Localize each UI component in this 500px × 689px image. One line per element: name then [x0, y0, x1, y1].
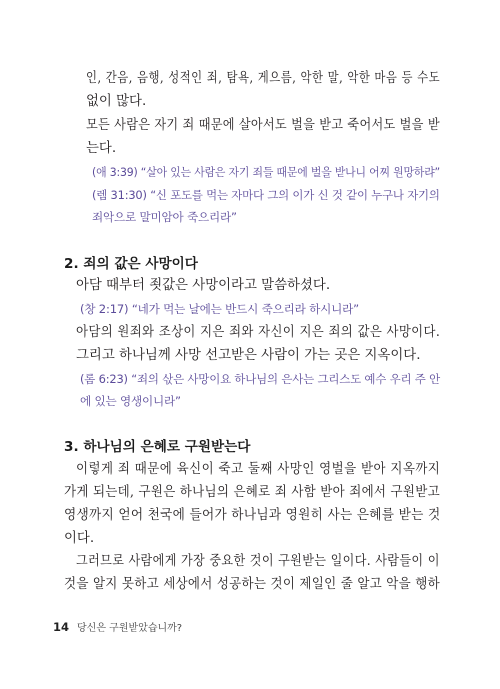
- body-line: 영생까지 얻어 천국에 들어가 하나님과 영원히 사는 은혜를 받는 것: [64, 508, 441, 523]
- body-line: 그러므로 사람에게 가장 중요한 것이 구원받는 일이다. 사람들이 이: [76, 554, 440, 569]
- page-footer: [53, 619, 182, 634]
- body-line: 아담 때부터 죗값은 사망이라고 말씀하셨다.: [76, 278, 331, 293]
- section-heading: 3. 하나님의 은혜로 구원받는다: [64, 439, 251, 455]
- body-line: 것을 알지 못하고 세상에서 성공하는 것이 제일인 줄 알고 악을 행하: [64, 577, 440, 592]
- verse-quote: (애 3:39) “살아 있는 사람은 자기 죄들 때문에 벌을 받나니 어찌 원망하랴”: [92, 165, 441, 179]
- body-line: 모든 사람은 자기 죄 때문에 살아서도 벌을 받고 죽어서도 벌을 받: [86, 118, 440, 133]
- body-line: 이렇게 죄 때문에 육신이 죽고 둘째 사망인 영벌을 받아 지옥까지: [76, 462, 441, 477]
- body-line: 인, 간음, 음행, 성적인 죄, 탐욕, 게으름, 악한 말, 악한 마음 등 수도: [86, 71, 441, 86]
- body-line: 없이 많다.: [86, 94, 147, 109]
- book-title: 당신은 구원받았습니까?: [77, 623, 183, 634]
- body-line: 가게 되는데, 구원은 하나님의 은혜로 죄 사함 받아 죄에서 구원받고: [64, 485, 440, 500]
- body-line: 는다.: [86, 141, 117, 156]
- verse-quote: (창 2:17) “네가 먹는 날에는 반드시 죽으리라 하시니라”: [80, 302, 359, 316]
- body-line: 아담의 원죄와 조상이 지은 죄와 자신이 지은 죄의 값은 사망이다.: [76, 325, 441, 340]
- verse-quote: (렘 31:30) “신 포도를 먹는 자마다 그의 이가 신 것 같이 누구나 자기의: [92, 188, 440, 202]
- verse-quote: (롬 6:23) “죄의 삯은 사망이요 하나님의 은사는 그리스도 예수 우리 주 안: [80, 372, 441, 386]
- verse-quote: 에 있는 영생이니라”: [80, 394, 181, 408]
- page-number: 14: [53, 620, 70, 634]
- body-line: 그리고 하나님께 사망 선고받은 사람이 가는 곳은 지옥이다.: [76, 348, 421, 363]
- body-line: 이다.: [64, 531, 95, 546]
- verse-quote: 죄악으로 말미암아 죽으리라”: [92, 210, 237, 224]
- section-heading: 2. 죄의 값은 사망이다: [64, 256, 198, 272]
